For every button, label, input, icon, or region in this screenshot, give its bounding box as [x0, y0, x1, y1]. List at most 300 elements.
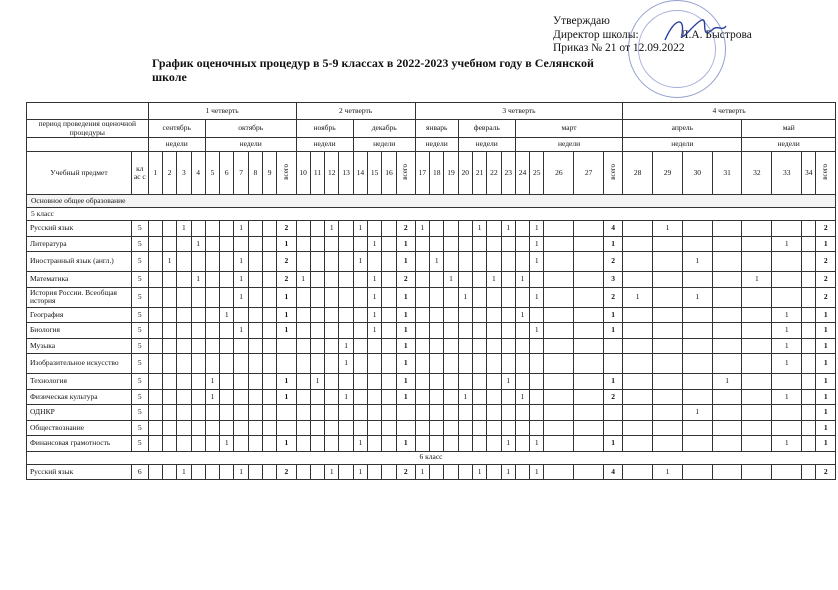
week-cell: 1 [530, 287, 544, 307]
class-number: 6 [131, 464, 148, 480]
week-cell [148, 323, 162, 339]
week-cell: 1 [296, 272, 310, 288]
week-cell [263, 236, 277, 252]
class-number: 5 [131, 405, 148, 421]
week-cell [220, 354, 234, 374]
week-cell: 1 [368, 272, 382, 288]
week-cell [501, 405, 515, 421]
week-cell: 1 [234, 272, 248, 288]
week-number: 9 [263, 152, 277, 195]
section-row [27, 451, 836, 464]
week-cell [263, 307, 277, 323]
week-cell [742, 464, 772, 480]
month-february: февраль [458, 120, 515, 138]
week-cell [325, 420, 339, 436]
week-cell [339, 374, 353, 390]
quarter-total: 2 [816, 287, 836, 307]
week-cell: 1 [444, 272, 458, 288]
subject-name: ОДНКР [27, 405, 132, 421]
week-cell [487, 389, 501, 405]
week-cell [415, 374, 429, 390]
week-number: 6 [220, 152, 234, 195]
week-cell: 1 [653, 464, 683, 480]
quarter-total: 1 [816, 405, 836, 421]
week-cell [234, 338, 248, 354]
week-cell [544, 236, 574, 252]
class-header: кл ас с [131, 152, 148, 195]
subject-name: Математика [27, 272, 132, 288]
week-cell [177, 323, 191, 339]
week-cell [415, 405, 429, 421]
week-cell: 1 [234, 323, 248, 339]
week-number: 11 [310, 152, 324, 195]
week-cell: 1 [191, 272, 205, 288]
week-cell [544, 252, 574, 272]
week-cell: 1 [205, 389, 219, 405]
week-cell [148, 252, 162, 272]
week-cell [544, 307, 574, 323]
week-cell [544, 420, 574, 436]
week-number: 5 [205, 152, 219, 195]
week-cell [220, 221, 234, 237]
quarter-total: 1 [277, 374, 296, 390]
section-grade-5: 5 класс [27, 208, 836, 221]
month-april: апрель [623, 120, 742, 138]
week-cell [802, 323, 816, 339]
week-cell [712, 272, 742, 288]
week-cell [501, 236, 515, 252]
week-cell [248, 221, 262, 237]
week-number-row [27, 152, 836, 195]
week-cell [248, 389, 262, 405]
week-cell [544, 221, 574, 237]
week-cell [296, 221, 310, 237]
week-cell [248, 338, 262, 354]
week-cell [353, 354, 367, 374]
week-cell [682, 338, 712, 354]
week-cell [772, 272, 802, 288]
week-cell [623, 405, 653, 421]
week-cell [248, 287, 262, 307]
week-cell [191, 354, 205, 374]
week-cell [296, 436, 310, 452]
week-cell [574, 272, 604, 288]
week-cell [712, 420, 742, 436]
week-cell [802, 389, 816, 405]
weeks-label: недели [458, 138, 515, 152]
week-cell [472, 405, 486, 421]
week-cell [339, 236, 353, 252]
week-cell [191, 323, 205, 339]
table-row [27, 307, 836, 323]
month-september: сентябрь [148, 120, 205, 138]
week-cell: 1 [458, 287, 472, 307]
week-cell [712, 405, 742, 421]
table-row [27, 374, 836, 390]
quarter-2-header: 2 четверть [296, 103, 415, 120]
week-cell [515, 464, 529, 480]
week-cell [339, 405, 353, 421]
week-cell [162, 307, 176, 323]
week-cell [382, 389, 396, 405]
week-cell [339, 272, 353, 288]
week-cell [515, 252, 529, 272]
week-cell [430, 436, 444, 452]
week-number: 31 [712, 152, 742, 195]
week-cell [177, 374, 191, 390]
week-cell [310, 272, 324, 288]
weeks-label: недели [148, 138, 205, 152]
quarter-total [277, 405, 296, 421]
quarter-total: 1 [277, 236, 296, 252]
week-cell [177, 307, 191, 323]
week-cell [515, 420, 529, 436]
week-cell [682, 307, 712, 323]
week-cell [310, 464, 324, 480]
quarter-total: 1 [604, 307, 623, 323]
week-cell: 1 [712, 374, 742, 390]
week-cell [772, 287, 802, 307]
week-cell [472, 389, 486, 405]
week-cell: 1 [353, 221, 367, 237]
section-row [27, 208, 836, 221]
class-number: 5 [131, 338, 148, 354]
week-cell [220, 272, 234, 288]
week-cell [263, 338, 277, 354]
week-cell: 1 [368, 236, 382, 252]
table-row [27, 287, 836, 307]
quarter-total: 2 [604, 287, 623, 307]
week-cell [148, 420, 162, 436]
week-cell [205, 354, 219, 374]
week-cell [574, 307, 604, 323]
weeks-label: недели [353, 138, 415, 152]
quarter-3-header: 3 четверть [415, 103, 622, 120]
week-number: 20 [458, 152, 472, 195]
week-cell [325, 272, 339, 288]
week-cell [544, 389, 574, 405]
quarter-total: 2 [277, 221, 296, 237]
week-cell [515, 405, 529, 421]
week-cell [220, 323, 234, 339]
subject-name: Литература [27, 236, 132, 252]
week-cell [325, 354, 339, 374]
subject-name: Изобразительное искусство [27, 354, 132, 374]
week-number: 27 [574, 152, 604, 195]
week-cell [712, 354, 742, 374]
week-cell [444, 354, 458, 374]
week-cell: 1 [220, 436, 234, 452]
week-cell [742, 338, 772, 354]
quarter-total: 1 [816, 374, 836, 390]
week-cell [487, 221, 501, 237]
week-cell [148, 389, 162, 405]
week-cell [623, 307, 653, 323]
quarter-total [604, 338, 623, 354]
week-cell [623, 354, 653, 374]
week-cell: 1 [772, 436, 802, 452]
week-cell [487, 338, 501, 354]
class-number: 5 [131, 221, 148, 237]
total-label: всего [401, 163, 410, 180]
quarter-total: 1 [396, 323, 415, 339]
week-cell [444, 252, 458, 272]
week-cell [574, 436, 604, 452]
week-cell [368, 420, 382, 436]
quarter-total: 2 [396, 464, 415, 480]
week-cell: 1 [339, 389, 353, 405]
week-cell [772, 252, 802, 272]
quarter-total: 1 [816, 323, 836, 339]
week-cell [263, 252, 277, 272]
quarter-total: 1 [604, 323, 623, 339]
week-cell [530, 338, 544, 354]
week-cell [382, 405, 396, 421]
week-cell [148, 221, 162, 237]
week-cell: 1 [310, 374, 324, 390]
week-cell [234, 436, 248, 452]
quarter-total: 1 [277, 287, 296, 307]
total-label: всего [282, 163, 291, 180]
quarter-total: 2 [816, 221, 836, 237]
week-cell [382, 464, 396, 480]
week-cell [234, 420, 248, 436]
week-cell: 1 [353, 436, 367, 452]
week-cell [296, 354, 310, 374]
week-cell [205, 287, 219, 307]
quarter-total: 2 [277, 252, 296, 272]
quarter-total: 1 [816, 389, 836, 405]
week-cell: 1 [415, 464, 429, 480]
week-cell [415, 354, 429, 374]
subject-name: Русский язык [27, 464, 132, 480]
week-cell [712, 389, 742, 405]
week-cell [339, 252, 353, 272]
week-cell [415, 338, 429, 354]
week-number: 32 [742, 152, 772, 195]
table-row [27, 272, 836, 288]
subject-name: Биология [27, 323, 132, 339]
week-cell: 1 [325, 464, 339, 480]
week-cell [310, 287, 324, 307]
week-cell: 1 [772, 307, 802, 323]
week-cell [191, 405, 205, 421]
week-cell: 1 [205, 374, 219, 390]
week-cell: 1 [368, 287, 382, 307]
week-cell [415, 287, 429, 307]
week-cell [191, 338, 205, 354]
week-cell: 1 [772, 354, 802, 374]
quarter-total: 1 [277, 436, 296, 452]
week-cell [444, 338, 458, 354]
week-number: 1 [148, 152, 162, 195]
week-number: 18 [430, 152, 444, 195]
week-cell [742, 221, 772, 237]
week-cell [487, 323, 501, 339]
week-cell [220, 374, 234, 390]
week-cell [653, 287, 683, 307]
week-cell: 1 [177, 464, 191, 480]
week-cell [574, 389, 604, 405]
quarter-total: 1 [396, 307, 415, 323]
week-number: 14 [353, 152, 367, 195]
week-cell [353, 323, 367, 339]
week-cell: 1 [487, 272, 501, 288]
week-cell [712, 436, 742, 452]
week-cell [162, 272, 176, 288]
week-cell [501, 338, 515, 354]
week-cell [248, 236, 262, 252]
week-cell [515, 354, 529, 374]
quarter-total: 2 [604, 252, 623, 272]
approval-order-line: Приказ № 21 от 12.09.2022 [553, 42, 685, 54]
total-label: всего [821, 163, 830, 180]
week-cell [162, 420, 176, 436]
week-cell [191, 252, 205, 272]
week-cell [248, 307, 262, 323]
week-cell [353, 338, 367, 354]
week-cell [368, 464, 382, 480]
week-cell: 1 [530, 221, 544, 237]
quarter-total: 4 [604, 464, 623, 480]
week-cell: 1 [501, 374, 515, 390]
week-cell [325, 307, 339, 323]
assessment-schedule-table [26, 102, 836, 480]
quarter-total: 1 [816, 436, 836, 452]
week-cell [325, 287, 339, 307]
quarter-total: 1 [396, 252, 415, 272]
week-cell [653, 405, 683, 421]
week-cell [191, 287, 205, 307]
week-cell [802, 374, 816, 390]
week-cell [191, 420, 205, 436]
week-cell [148, 464, 162, 480]
week-cell [382, 374, 396, 390]
table-row [27, 389, 836, 405]
month-march: март [515, 120, 622, 138]
week-cell [544, 272, 574, 288]
week-cell [574, 338, 604, 354]
class-number: 5 [131, 236, 148, 252]
week-cell [353, 272, 367, 288]
week-cell [530, 272, 544, 288]
quarter-total: 2 [816, 464, 836, 480]
week-cell [353, 405, 367, 421]
week-cell [444, 221, 458, 237]
week-cell [339, 221, 353, 237]
week-cell [772, 221, 802, 237]
week-cell: 1 [501, 221, 515, 237]
week-cell [472, 420, 486, 436]
week-cell [772, 374, 802, 390]
week-cell [191, 221, 205, 237]
table-row [27, 236, 836, 252]
week-cell [574, 252, 604, 272]
week-cell [682, 323, 712, 339]
week-cell [742, 405, 772, 421]
week-cell [682, 420, 712, 436]
quarter-total [604, 354, 623, 374]
week-cell [263, 287, 277, 307]
week-cell [248, 354, 262, 374]
month-january: январь [415, 120, 458, 138]
week-cell [712, 287, 742, 307]
week-cell [191, 436, 205, 452]
week-cell [263, 436, 277, 452]
document-title: График оценочных процедур в 5-9 классах в 2022-2023 учебном году в Селянской школе [152, 56, 594, 84]
week-cell [220, 464, 234, 480]
week-cell [623, 436, 653, 452]
week-cell: 1 [415, 221, 429, 237]
subject-name: Технология [27, 374, 132, 390]
week-cell [487, 405, 501, 421]
table-row [27, 405, 836, 421]
quarter-total: 1 [396, 389, 415, 405]
week-cell [487, 464, 501, 480]
week-cell [501, 272, 515, 288]
week-cell [148, 307, 162, 323]
week-cell [487, 354, 501, 374]
week-cell [205, 464, 219, 480]
week-cell [296, 287, 310, 307]
week-cell [444, 236, 458, 252]
quarter-total: 1 [277, 307, 296, 323]
week-cell [220, 287, 234, 307]
quarter-total [396, 420, 415, 436]
week-cell [177, 272, 191, 288]
week-cell [310, 338, 324, 354]
week-cell [802, 436, 816, 452]
week-cell [444, 374, 458, 390]
week-cell [325, 252, 339, 272]
week-cell [248, 464, 262, 480]
week-cell [177, 236, 191, 252]
month-november: ноябрь [296, 120, 353, 138]
week-cell: 1 [339, 354, 353, 374]
week-cell [458, 374, 472, 390]
week-cell [444, 436, 458, 452]
week-cell [574, 374, 604, 390]
week-number: 24 [515, 152, 529, 195]
week-cell [712, 323, 742, 339]
week-number: 34 [802, 152, 816, 195]
week-cell [444, 323, 458, 339]
class-number: 5 [131, 272, 148, 288]
week-cell [544, 323, 574, 339]
week-cell [430, 338, 444, 354]
week-cell [530, 405, 544, 421]
month-header-row [27, 120, 836, 138]
week-cell [742, 354, 772, 374]
quarter-total [277, 354, 296, 374]
week-cell [682, 221, 712, 237]
week-number: 23 [501, 152, 515, 195]
director-signature [660, 12, 730, 48]
week-cell: 1 [234, 287, 248, 307]
week-cell [248, 272, 262, 288]
week-cell [296, 338, 310, 354]
week-cell [458, 464, 472, 480]
quarter-total: 1 [816, 420, 836, 436]
week-cell [530, 389, 544, 405]
week-cell [310, 436, 324, 452]
week-cell [430, 272, 444, 288]
week-cell [802, 236, 816, 252]
week-cell [574, 420, 604, 436]
week-cell [191, 389, 205, 405]
week-cell [623, 252, 653, 272]
week-cell [772, 464, 802, 480]
